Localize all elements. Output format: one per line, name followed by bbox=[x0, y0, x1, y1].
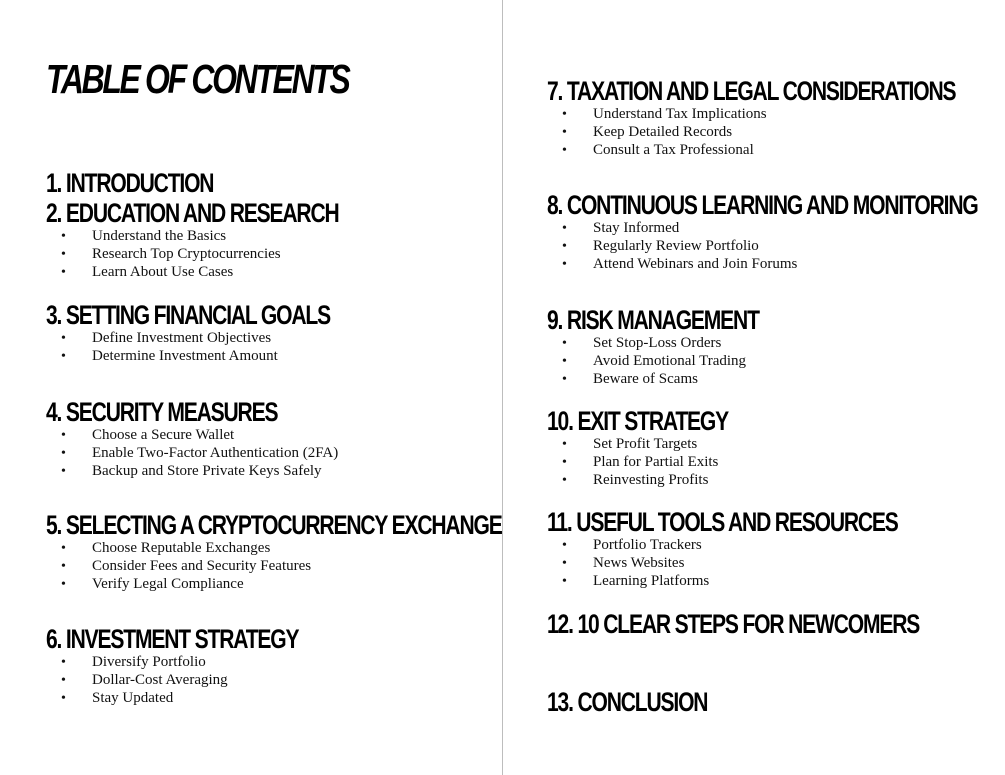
list-item: • Choose a Secure Wallet bbox=[46, 427, 343, 445]
list-item: • Keep Detailed Records bbox=[547, 124, 1005, 142]
subsection-list bbox=[547, 335, 819, 388]
list-item: • News Websites bbox=[547, 555, 997, 573]
section-heading bbox=[46, 198, 339, 228]
section-title: INTRODUCTION bbox=[65, 168, 214, 198]
toc-section bbox=[547, 609, 1005, 639]
section-number: 7. bbox=[547, 76, 563, 106]
section-title: EXIT STRATEGY bbox=[577, 406, 729, 436]
section-title: INVESTMENT STRATEGY bbox=[65, 624, 299, 654]
list-item: • Enable Two-Factor Authentication (2FA) bbox=[46, 445, 343, 463]
toc-section bbox=[46, 624, 370, 707]
list-item: • Stay Informed bbox=[547, 220, 1005, 238]
list-item: • Consult a Tax Professional bbox=[547, 142, 1005, 160]
subsection-list bbox=[547, 436, 779, 489]
section-number: 6. bbox=[46, 624, 62, 654]
subsection-list bbox=[547, 537, 997, 590]
subsection-list bbox=[46, 427, 343, 480]
section-title: CONTINUOUS LEARNING AND MONITORING bbox=[566, 190, 978, 220]
section-number: 1. bbox=[46, 168, 62, 198]
list-item: • Plan for Partial Exits bbox=[547, 454, 779, 472]
toc-section bbox=[46, 397, 343, 480]
section-heading bbox=[547, 305, 759, 335]
section-heading bbox=[547, 406, 728, 436]
list-item: • Set Stop-Loss Orders bbox=[547, 335, 819, 353]
section-number: 8. bbox=[547, 190, 563, 220]
section-number: 4. bbox=[46, 397, 62, 427]
list-item: • Beware of Scams bbox=[547, 371, 819, 389]
section-title: 10 CLEAR STEPS FOR NEWCOMERS bbox=[577, 609, 920, 639]
toc-section bbox=[46, 198, 421, 281]
section-heading bbox=[547, 687, 707, 717]
section-number: 12. bbox=[547, 609, 573, 639]
list-item: • Avoid Emotional Trading bbox=[547, 353, 819, 371]
toc-section bbox=[547, 305, 819, 388]
list-item: • Learn About Use Cases bbox=[46, 264, 421, 282]
list-item: • Stay Updated bbox=[46, 690, 370, 708]
list-item: • Research Top Cryptocurrencies bbox=[46, 246, 421, 264]
subsection-list bbox=[46, 228, 421, 281]
section-title: EDUCATION AND RESEARCH bbox=[65, 198, 339, 228]
toc-section bbox=[547, 76, 1005, 159]
section-number: 3. bbox=[46, 300, 62, 330]
section-heading bbox=[46, 624, 298, 654]
section-heading bbox=[547, 76, 955, 106]
list-item: • Verify Legal Compliance bbox=[46, 576, 630, 594]
subsection-list bbox=[547, 220, 1005, 273]
section-number: 5. bbox=[46, 510, 62, 540]
list-item: • Regularly Review Portfolio bbox=[547, 238, 1005, 256]
list-item: • Dollar-Cost Averaging bbox=[46, 672, 370, 690]
section-number: 11. bbox=[547, 507, 572, 537]
toc-section bbox=[547, 687, 753, 717]
list-item: • Reinvesting Profits bbox=[547, 472, 779, 490]
toc-section bbox=[46, 300, 410, 366]
list-item: • Choose Reputable Exchanges bbox=[46, 540, 630, 558]
subsection-list bbox=[46, 330, 410, 366]
toc-section bbox=[547, 406, 779, 489]
list-item: • Understand the Basics bbox=[46, 228, 421, 246]
section-title: CONCLUSION bbox=[577, 687, 708, 717]
left-page bbox=[0, 0, 502, 775]
section-heading bbox=[547, 190, 978, 220]
section-heading bbox=[46, 510, 502, 540]
section-number: 10. bbox=[547, 406, 573, 436]
section-title: TAXATION AND LEGAL CONSIDERATIONS bbox=[566, 76, 956, 106]
section-heading bbox=[547, 507, 898, 537]
subsection-list bbox=[547, 106, 1005, 159]
list-item: • Set Profit Targets bbox=[547, 436, 779, 454]
list-item: • Consider Fees and Security Features bbox=[46, 558, 630, 576]
section-number: 13. bbox=[547, 687, 573, 717]
section-heading bbox=[46, 397, 277, 427]
section-title: RISK MANAGEMENT bbox=[566, 305, 759, 335]
section-number: 9. bbox=[547, 305, 563, 335]
toc-section bbox=[547, 507, 997, 590]
section-title: SETTING FINANCIAL GOALS bbox=[65, 300, 330, 330]
section-title: SECURITY MEASURES bbox=[65, 397, 278, 427]
right-page bbox=[503, 0, 1005, 775]
section-heading bbox=[46, 168, 213, 198]
list-item: • Understand Tax Implications bbox=[547, 106, 1005, 124]
page-title: TABLE OF CONTENTS bbox=[46, 56, 349, 102]
section-title: USEFUL TOOLS AND RESOURCES bbox=[576, 507, 898, 537]
list-item: • Determine Investment Amount bbox=[46, 348, 410, 366]
list-item: • Attend Webinars and Join Forums bbox=[547, 256, 1005, 274]
section-heading bbox=[46, 300, 330, 330]
subsection-list bbox=[46, 654, 370, 707]
list-item: • Define Investment Objectives bbox=[46, 330, 410, 348]
list-item: • Learning Platforms bbox=[547, 573, 997, 591]
toc-section bbox=[547, 190, 1005, 273]
list-item: • Diversify Portfolio bbox=[46, 654, 370, 672]
list-item: • Portfolio Trackers bbox=[547, 537, 997, 555]
section-heading bbox=[547, 609, 919, 639]
section-number: 2. bbox=[46, 198, 62, 228]
list-item: • Backup and Store Private Keys Safely bbox=[46, 463, 343, 481]
toc-section bbox=[46, 168, 261, 198]
section-title: SELECTING A CRYPTOCURRENCY EXCHANGE bbox=[65, 510, 502, 540]
